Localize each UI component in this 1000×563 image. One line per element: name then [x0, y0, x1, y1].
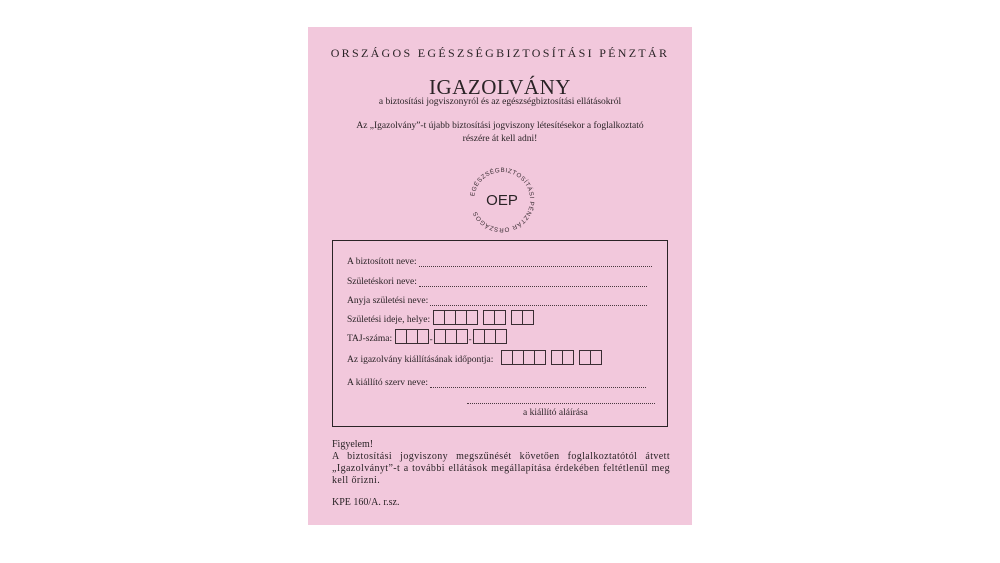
issue-day-digit[interactable]: [590, 350, 602, 365]
insured-name-field[interactable]: [419, 258, 652, 267]
birth-name-field[interactable]: [419, 278, 647, 287]
taj-boxes[interactable]: [395, 329, 506, 344]
mother-name-row: [347, 296, 647, 306]
document-title: IGAZOLVÁNY: [429, 75, 571, 99]
birth-month-digit[interactable]: [494, 310, 506, 325]
issue-date-row: [347, 350, 601, 365]
issue-year-digit[interactable]: [534, 350, 546, 365]
mother-name-field[interactable]: [430, 297, 647, 306]
notice-text: [328, 120, 672, 146]
taj-row: [347, 329, 506, 344]
birth-date-place-row: [347, 310, 533, 325]
organization-name: ORSZÁGOS EGÉSZSÉGBIZTOSÍTÁSI PÉNZTÁR: [330, 46, 670, 60]
seal-ring-text: EGÉSZSÉGBIZTOSÍTÁSI PÉNZTÁR ORSZÁGOS: [469, 166, 536, 234]
insured-name-label: A biztosított neve:: [347, 257, 417, 267]
insured-name-row: [347, 257, 652, 267]
birth-name-label: Születéskori neve:: [347, 277, 417, 287]
notice-line-1: Az „Igazolvány”-t újabb biztosítási jogviszony létesítésekor a foglalkoztató: [356, 121, 644, 131]
oep-seal: [465, 163, 539, 237]
seal-center-text: OEP: [486, 192, 518, 209]
birth-year-digit[interactable]: [466, 310, 478, 325]
issue-date-boxes[interactable]: [501, 350, 601, 365]
seal-graphic: [465, 163, 539, 237]
form-box: [332, 240, 668, 427]
form-code: KPE 160/A. r.sz.: [332, 497, 400, 508]
issuer-row: [347, 378, 646, 388]
birth-date-boxes[interactable]: [433, 310, 533, 325]
warning-text: A biztosítási jogviszony megszűnését követően foglalkoztatótól átvett „Igazolványt”-t a további ellátások megállapítása érdekében feltétlenül meg kell őrizni.: [332, 451, 670, 486]
birth-date-place-label: Születési ideje, helye:: [347, 315, 431, 325]
warning-title: Figyelem!: [332, 439, 374, 450]
taj-separator: -: [468, 334, 472, 344]
document-subtitle: a biztosítási jogviszonyról és az egészségbiztosítási ellátásokról: [378, 97, 622, 107]
notice-line-2: részére át kell adni!: [462, 134, 538, 144]
taj-separator: -: [429, 334, 433, 344]
issuer-name-field[interactable]: [430, 379, 646, 388]
signature-label: a kiállító aláírása: [523, 408, 588, 418]
issue-date-label: Az igazolvány kiállításának időpontja:: [347, 355, 494, 365]
taj-label: TAJ-száma:: [347, 334, 393, 344]
taj-digit[interactable]: [495, 329, 507, 344]
certificate-card: [308, 27, 692, 525]
issuer-label: A kiállító szerv neve:: [347, 378, 428, 388]
birth-name-row: [347, 277, 647, 287]
issue-month-digit[interactable]: [562, 350, 574, 365]
mother-name-label: Anyja születési neve:: [347, 296, 429, 306]
signature-line[interactable]: [467, 403, 655, 404]
birth-day-digit[interactable]: [522, 310, 534, 325]
